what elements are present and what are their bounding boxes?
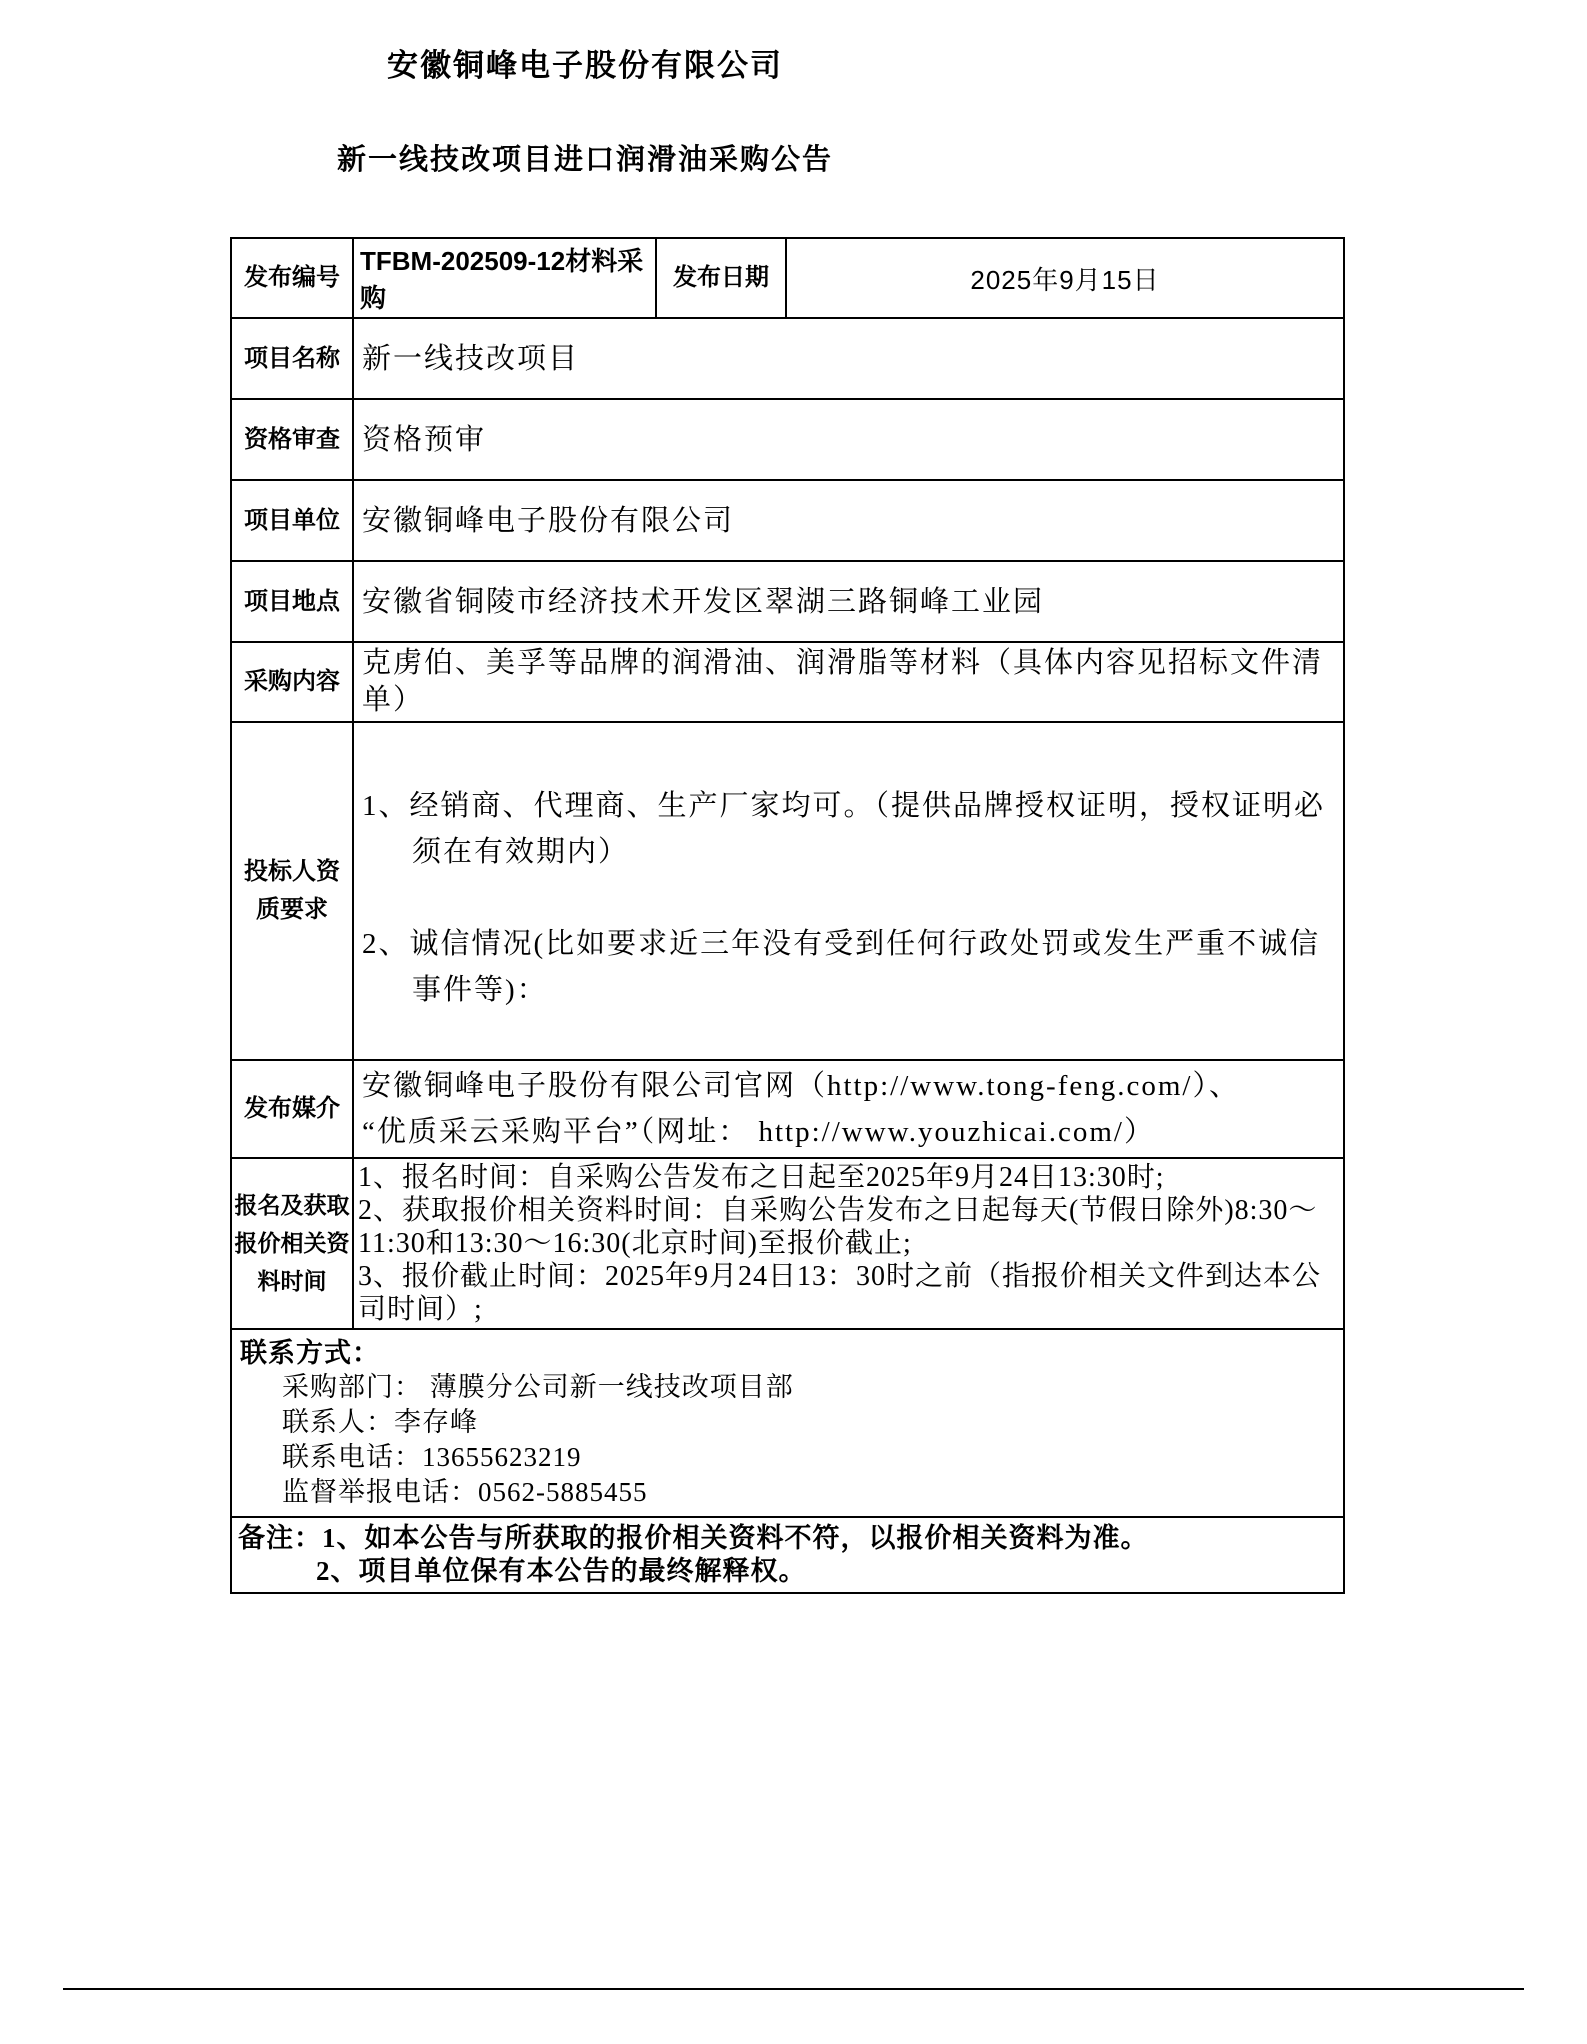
publish-date-value: 2025年9月15日 (786, 238, 1344, 318)
schedule-item: 2、获取报价相关资料时间：自采购公告发布之日起每天(节假日除外)8:30～11:30和13:30～16:30(北京时间)至报价截止; (358, 1195, 1318, 1259)
table-row (231, 318, 1344, 399)
document-header (0, 40, 1170, 178)
page-subtitle: 新一线技改项目进口润滑油采购公告 (336, 144, 833, 176)
procurement-content-label: 采购内容 (231, 642, 353, 722)
table-row (231, 722, 1344, 1060)
table-row (231, 480, 1344, 561)
qualification-review-value: 资格预审 (353, 399, 1344, 480)
schedule-label-line: 报名及获取 (234, 1192, 350, 1218)
remarks-cell (231, 1517, 1344, 1593)
footer-divider (63, 1988, 1524, 1990)
project-location-label: 项目地点 (231, 561, 353, 642)
schedule-value (353, 1158, 1344, 1329)
media-line-official-site: 安徽铜峰电子股份有限公司官网（http://www.tong-feng.com/）、 (362, 1070, 1240, 1102)
table-row (231, 1158, 1344, 1329)
contact-person: 联系人：李存峰 (282, 1407, 478, 1437)
table-row (231, 561, 1344, 642)
contact-cell (231, 1329, 1344, 1517)
media-line-platform: “优质采云采购平台”（网址： http://www.youzhicai.com/） (362, 1116, 1155, 1148)
contact-supervision-phone: 监督举报电话：0562-5885455 (282, 1477, 648, 1507)
qualification-review-label: 资格审查 (231, 399, 353, 480)
item-text: 诚信情况(比如要求近三年没有受到任何行政处罚或发生严重不诚信事件等)： (409, 928, 1321, 1006)
procurement-content-value: 克虏伯、美孚等品牌的润滑油、润滑脂等材料（具体内容见招标文件清单） (353, 642, 1344, 722)
publish-no-label: 发布编号 (231, 238, 353, 318)
remark-line-2: 2、项目单位保有本公告的最终解释权。 (316, 1556, 807, 1586)
table-row (231, 1517, 1344, 1593)
schedule-label-line: 料时间 (257, 1268, 327, 1294)
bidder-qualification-value (353, 722, 1344, 1060)
project-location-value: 安徽省铜陵市经济技术开发区翠湖三路铜峰工业园 (353, 561, 1344, 642)
table-row (231, 399, 1344, 480)
publication-media-label: 发布媒介 (231, 1060, 353, 1158)
page-title: 安徽铜峰电子股份有限公司 (387, 48, 783, 83)
qualification-item (362, 783, 1335, 875)
table-row (231, 1060, 1344, 1158)
schedule-label-line: 报价相关资 (234, 1230, 350, 1256)
remark-line-1: 备注：1、如本公告与所获取的报价相关资料不符，以报价相关资料为准。 (238, 1523, 1149, 1553)
project-name-value: 新一线技改项目 (353, 318, 1344, 399)
table-row (231, 238, 1344, 318)
bidder-qualification-label-line: 投标人资 (244, 859, 340, 885)
schedule-label (231, 1158, 353, 1329)
schedule-item: 3、报价截止时间：2025年9月24日13：30时之前（指报价相关文件到达本公司时间）; (358, 1261, 1322, 1325)
item-number: 2、 (362, 928, 410, 960)
qualification-item (362, 921, 1335, 1013)
item-text: 经销商、代理商、生产厂家均可。（提供品牌授权证明，授权证明必须在有效期内） (409, 790, 1326, 868)
schedule-item: 1、报名时间：自采购公告发布之日起至2025年9月24日13:30时; (358, 1162, 1165, 1193)
project-name-label: 项目名称 (231, 318, 353, 399)
contact-phone: 联系电话：13655623219 (282, 1442, 582, 1472)
table-row (231, 642, 1344, 722)
project-unit-value: 安徽铜峰电子股份有限公司 (353, 480, 1344, 561)
publication-media-value (353, 1060, 1344, 1158)
announcement-table (230, 237, 1345, 1594)
project-unit-label: 项目单位 (231, 480, 353, 561)
table-row (231, 1329, 1344, 1517)
bidder-qualification-label-line: 质要求 (256, 897, 328, 923)
bidder-qualification-label (231, 722, 353, 1060)
contact-department: 采购部门： 薄膜分公司新一线技改项目部 (282, 1372, 794, 1402)
publish-no-value: TFBM-202509-12材料采购 (353, 238, 656, 318)
publish-date-label: 发布日期 (656, 238, 786, 318)
contact-heading: 联系方式： (240, 1338, 380, 1368)
item-number: 1、 (362, 790, 410, 822)
